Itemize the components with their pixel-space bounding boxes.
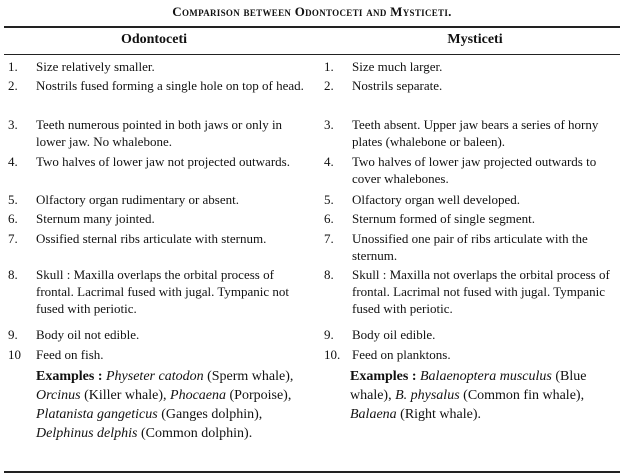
common-name: (Sperm whale), xyxy=(203,369,294,384)
item-text: Skull : Maxilla overlaps the orbital process of frontal. Lacrimal fused with jugal. Tympanic not fused with periotic. xyxy=(36,267,290,316)
bottom-rule xyxy=(4,471,620,473)
item-text: Ossified sternal ribs articulate with sternum. xyxy=(36,231,267,246)
examples-label: Examples : xyxy=(36,369,103,384)
item-text: Body oil edible. xyxy=(352,327,436,342)
header-odontoceti: Odontoceti xyxy=(120,32,188,47)
item-number: 10. xyxy=(324,347,341,362)
common-name: (Blue whale), xyxy=(350,369,587,403)
species-name: Physeter catodon xyxy=(106,369,204,384)
item-number: 6. xyxy=(324,211,334,226)
item-text: Feed on fish. xyxy=(36,347,104,362)
item-text: Unossified one pair of ribs articulate with the sternum. xyxy=(352,231,588,263)
species-name: Phocaena xyxy=(170,388,226,403)
item-number: 4. xyxy=(8,154,18,169)
item-text: Two halves of lower jaw projected outwards to cover whalebones. xyxy=(352,154,597,186)
item-number: 9. xyxy=(324,327,334,342)
item-number: 3. xyxy=(324,117,334,132)
species-name: Balaena xyxy=(350,407,397,422)
item-text: Sternum formed of single segment. xyxy=(352,211,536,226)
item-number: 1. xyxy=(8,59,18,74)
common-name: (Common fin whale), xyxy=(459,388,585,403)
species-name: Balaenoptera musculus xyxy=(420,369,552,384)
item-number: 8. xyxy=(324,267,334,282)
species-name: B. physalus xyxy=(395,388,460,403)
table-caption: Comparison between Odontoceti and Mysticeti. xyxy=(172,4,452,19)
item-text: Two halves of lower jaw not projected outwards. xyxy=(36,154,290,169)
item-number: 5. xyxy=(8,192,18,207)
common-name: (Ganges dolphin), xyxy=(157,407,263,422)
item-number: 7. xyxy=(8,231,18,246)
item-number: 5. xyxy=(324,192,334,207)
odontoceti-examples xyxy=(36,367,306,443)
top-rule xyxy=(4,26,620,28)
item-text: Teeth absent. Upper jaw bears a series of horny plates (whalebone or baleen). xyxy=(352,117,599,149)
species-name: Delphinus delphis xyxy=(36,426,138,441)
item-text: Body oil not edible. xyxy=(36,327,140,342)
item-number: 1. xyxy=(324,59,334,74)
item-number: 6. xyxy=(8,211,18,226)
species-name: Platanista gangeticus xyxy=(36,407,158,422)
item-number: 2. xyxy=(8,78,18,93)
item-text: Olfactory organ well developed. xyxy=(352,192,520,207)
header-rule xyxy=(4,54,620,55)
header-mysticeti: Mysticeti xyxy=(447,32,503,47)
item-number: 2. xyxy=(324,78,334,93)
item-number: 4. xyxy=(324,154,334,169)
examples-label: Examples : xyxy=(350,369,417,384)
item-text: Size much larger. xyxy=(352,59,443,74)
item-number: 3. xyxy=(8,117,18,132)
common-name: (Porpoise), xyxy=(226,388,292,403)
item-number: 8. xyxy=(8,267,18,282)
item-text: Skull : Maxilla not overlaps the orbital process of frontal. Lacrimal not fused with jugal. Tympanic fused with periotic. xyxy=(352,267,610,316)
common-name: (Right whale). xyxy=(396,407,482,422)
item-text: Size relatively smaller. xyxy=(36,59,155,74)
item-text: Nostrils separate. xyxy=(352,78,443,93)
item-number: 9. xyxy=(8,327,18,342)
mysticeti-examples xyxy=(350,367,620,424)
item-number: 10 xyxy=(8,347,21,362)
item-text: Olfactory organ rudimentary or absent. xyxy=(36,192,239,207)
item-text: Sternum many jointed. xyxy=(36,211,155,226)
item-text: Nostrils fused forming a single hole on top of head. xyxy=(36,78,304,93)
item-text: Teeth numerous pointed in both jaws or only in lower jaw. No whalebone. xyxy=(36,117,283,149)
common-name: (Killer whale), xyxy=(80,388,171,403)
item-number: 7. xyxy=(324,231,334,246)
item-text: Feed on planktons. xyxy=(352,347,451,362)
common-name: (Common dolphin). xyxy=(137,426,253,441)
species-name: Orcinus xyxy=(36,388,81,403)
